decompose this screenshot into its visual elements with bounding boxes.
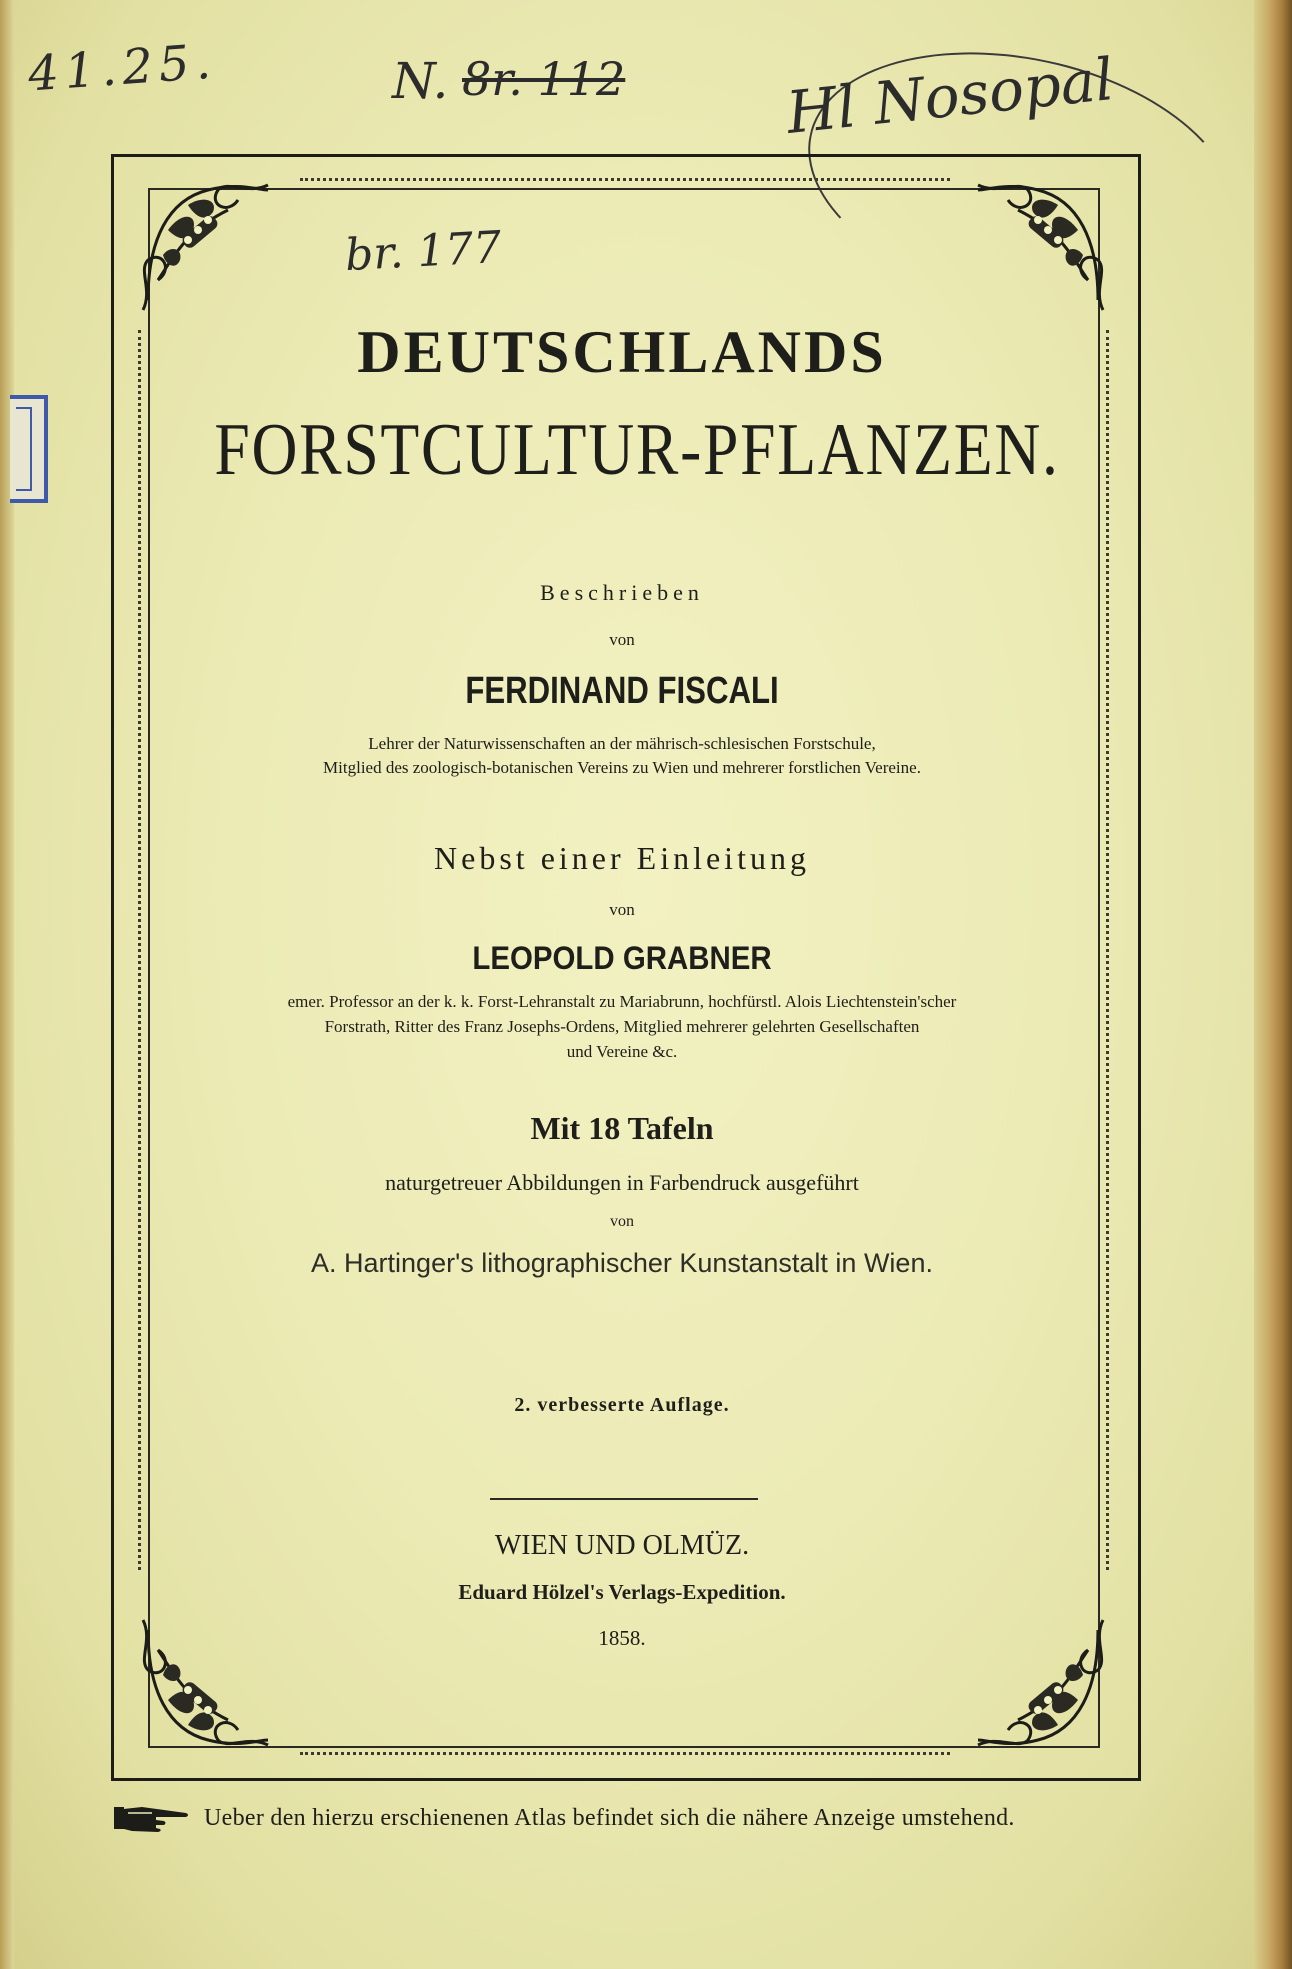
- footnote: [112, 1798, 1152, 1838]
- cover-right-edge: [1254, 0, 1292, 1969]
- author-name: FERDINAND FISCALI: [465, 670, 779, 712]
- imprint-place: WIEN UND OLMÜZ.: [494, 1530, 750, 1561]
- chain-border-top: [300, 178, 950, 181]
- handwritten-signature: Hl Nosopal: [783, 45, 1117, 147]
- acanthus-ornament-icon: [968, 170, 1118, 320]
- chain-border-right: [1106, 330, 1109, 1570]
- handwritten-struck-number: 8r. 112: [462, 52, 626, 106]
- title-line-2: FORSTCULTUR-PFLANZEN.: [214, 409, 1060, 491]
- described-by-label: Beschrieben: [540, 580, 704, 605]
- introduction-author-description-line: Forstrath, Ritter des Franz Josephs-Ordens, Mitglied mehrerer gelehrten Gesellschaften: [324, 1017, 920, 1036]
- plates-count: Mit 18 Tafeln: [530, 1110, 714, 1146]
- introduction-label: Nebst einer Einleitung: [434, 840, 810, 876]
- pointing-hand-icon: [112, 1801, 192, 1835]
- imprint-divider: [490, 1498, 758, 1500]
- by-label-2: von: [609, 900, 635, 919]
- by-label-3: von: [610, 1213, 634, 1230]
- cover-left-edge: [0, 0, 14, 1969]
- introduction-author-description-line: emer. Professor an der k. k. Forst-Lehranstalt zu Mariabrunn, hochfürstl. Alois Liechtenstein'scher: [287, 992, 957, 1011]
- introduction-author-description-line: und Vereine &c.: [566, 1042, 678, 1061]
- title-line-1: DEUTSCHLANDS: [357, 319, 887, 385]
- imprint-publisher: Eduard Hölzel's Verlags-Expedition.: [458, 1580, 786, 1604]
- introduction-author-name: LEOPOLD GRABNER: [472, 940, 772, 976]
- plates-description: naturgetreuer Abbildungen in Farbendruck ausgeführt: [385, 1170, 859, 1195]
- acanthus-ornament-icon: [128, 170, 278, 320]
- footnote-text: Ueber den hierzu erschienenen Atlas befindet sich die nähere Anzeige umstehend.: [204, 1804, 1015, 1831]
- chain-border-bottom: [300, 1752, 950, 1755]
- lithographer-name: A. Hartinger's lithographischer Kunstanstalt in Wien.: [311, 1248, 933, 1278]
- chain-border-left: [138, 330, 141, 1570]
- handwritten-number-prefix: N.: [392, 52, 449, 110]
- author-description-line: Mitglied des zoologisch-botanischen Vereins zu Wien und mehrerer forstlichen Vereine.: [323, 758, 921, 777]
- edition-statement: 2. verbesserte Auflage.: [514, 1394, 730, 1416]
- handwritten-price: 41.25.: [26, 33, 219, 103]
- imprint-year: 1858.: [598, 1626, 646, 1650]
- by-label-1: von: [609, 630, 635, 649]
- handwritten-shelfmark: br. 177: [343, 221, 503, 282]
- library-label: [10, 395, 48, 503]
- author-description-line: Lehrer der Naturwissenschaften an der mährisch-schlesischen Forstschule,: [368, 734, 876, 753]
